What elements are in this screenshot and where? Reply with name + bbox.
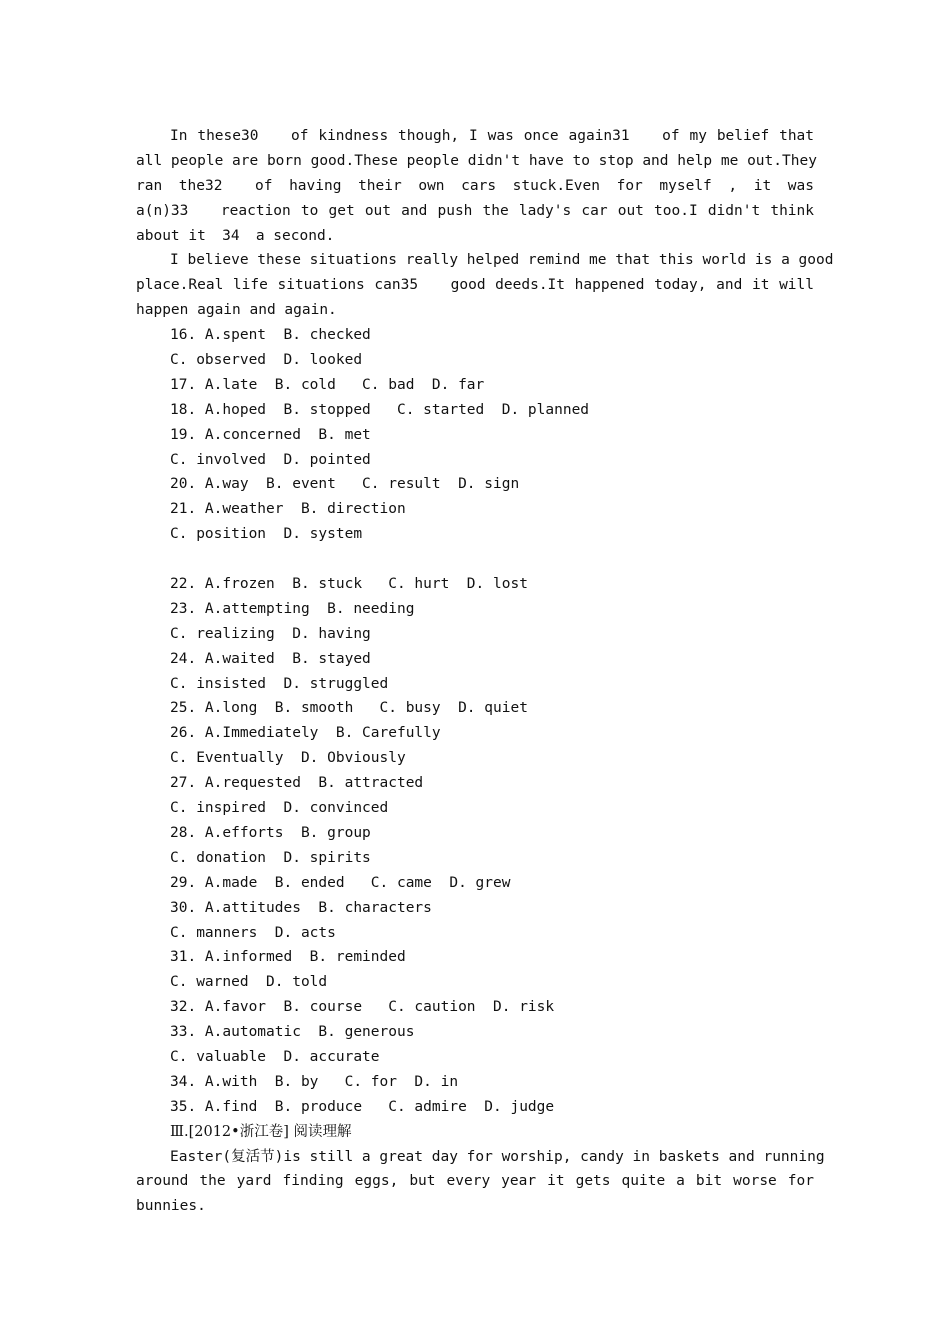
blank-number: 32 [205, 177, 223, 194]
option-line: C. inspired D. convinced [170, 800, 389, 817]
text-fragment: a second. [255, 227, 335, 244]
paragraph-2-line-1: I believe these situations really helped remind me that this world is a good [170, 252, 834, 269]
blank-33 [171, 199, 221, 224]
section-3-line-3: bunnies. [136, 1198, 206, 1215]
text-fragment: In these [170, 128, 241, 144]
option-line: 35. A.find B. produce C. admire D. judge [170, 1098, 555, 1115]
option-line: 20. A.way B. event C. result D. sign [170, 476, 520, 493]
option-line: 19. A.concerned B. met [170, 426, 371, 443]
option-line: C. position D. system [170, 526, 363, 543]
paragraph-2-line-3: happen again and again. [136, 302, 337, 319]
option-line: C. valuable D. accurate [170, 1048, 380, 1065]
blank-35 [401, 273, 451, 298]
option-line: 21. A.weather B. direction [170, 501, 406, 518]
option-line: C. Eventually D. Obviously [170, 750, 406, 767]
text-fragment: place.Real life situations can [136, 277, 401, 294]
option-line: 28. A.efforts B. group [170, 824, 371, 841]
option-line: 24. A.waited B. stayed [170, 650, 371, 667]
text-fragment: of kindness though, I was once again [291, 128, 613, 144]
paragraph-1-line-2: all people are born good.These people didn't have to stop and help me out.They [136, 152, 817, 169]
paragraph-1-line-1 [136, 124, 814, 149]
option-line: 22. A.frozen B. stuck C. hurt D. lost [170, 576, 528, 593]
text-fragment: reaction to get out and push the lady's car out too.I didn't think [220, 202, 814, 219]
section-heading: Ⅲ.[2012•浙江卷] 阅读理解 [170, 1123, 352, 1140]
blank-number: 30 [241, 128, 259, 144]
option-line: 18. A.hoped B. stopped C. started D. planned [170, 401, 590, 418]
options-list [136, 323, 814, 1120]
paragraph-1-line-4 [136, 199, 814, 224]
option-line: C. insisted D. struggled [170, 675, 389, 692]
option-line: 25. A.long B. smooth C. busy D. quiet [170, 700, 528, 717]
section-3-line-2: around the yard finding eggs, but every year it gets quite a bit worse for [136, 1173, 814, 1190]
option-line: C. realizing D. having [170, 625, 371, 642]
text-fragment: good deeds.It happened today, and it will [450, 277, 814, 294]
option-line: C. observed D. looked [170, 352, 363, 369]
option-line: C. involved D. pointed [170, 451, 371, 468]
option-line: 34. A.with B. by C. for D. in [170, 1073, 459, 1090]
option-line: 27. A.requested B. attracted [170, 775, 424, 792]
blank-number: 33 [170, 202, 189, 219]
blank-31 [612, 124, 662, 149]
option-line: 29. A.made B. ended C. came D. grew [170, 874, 511, 891]
option-line: C. warned D. told [170, 974, 328, 991]
paragraph-1-line-5 [136, 224, 814, 249]
option-line: 17. A.late B. cold C. bad D. far [170, 376, 485, 393]
blank-32 [205, 174, 255, 199]
option-line: 16. A.spent B. checked [170, 327, 371, 344]
option-line: 32. A.favor B. course C. caution D. risk [170, 999, 555, 1016]
text-fragment: about it [136, 227, 206, 244]
blank-34 [206, 224, 256, 249]
paragraph-2-line-2 [136, 273, 814, 298]
blank-line [136, 547, 814, 572]
paragraph-1-line-3 [136, 174, 814, 199]
blank-30 [241, 124, 291, 149]
option-line: 30. A.attitudes B. characters [170, 899, 432, 916]
option-line: 33. A.automatic B. generous [170, 1024, 415, 1041]
text-fragment: a(n) [136, 202, 171, 219]
option-line: C. manners D. acts [170, 924, 336, 941]
option-line: 23. A.attempting B. needing [170, 600, 415, 617]
document-page [136, 124, 834, 1219]
text-fragment: of having their own cars stuck.Even for myself , it was [255, 177, 814, 194]
section-3-line-1: Easter(复活节)is still a great day for worship, candy in baskets and running [170, 1148, 825, 1165]
text-fragment: ran the [136, 177, 205, 194]
blank-number: 35 [400, 277, 419, 294]
option-line: 31. A.informed B. reminded [170, 949, 406, 966]
blank-number: 34 [222, 227, 240, 244]
option-line: C. donation D. spirits [170, 849, 371, 866]
option-line: 26. A.Immediately B. Carefully [170, 725, 441, 742]
blank-number: 31 [612, 128, 630, 144]
text-fragment: of my belief that [662, 128, 815, 144]
